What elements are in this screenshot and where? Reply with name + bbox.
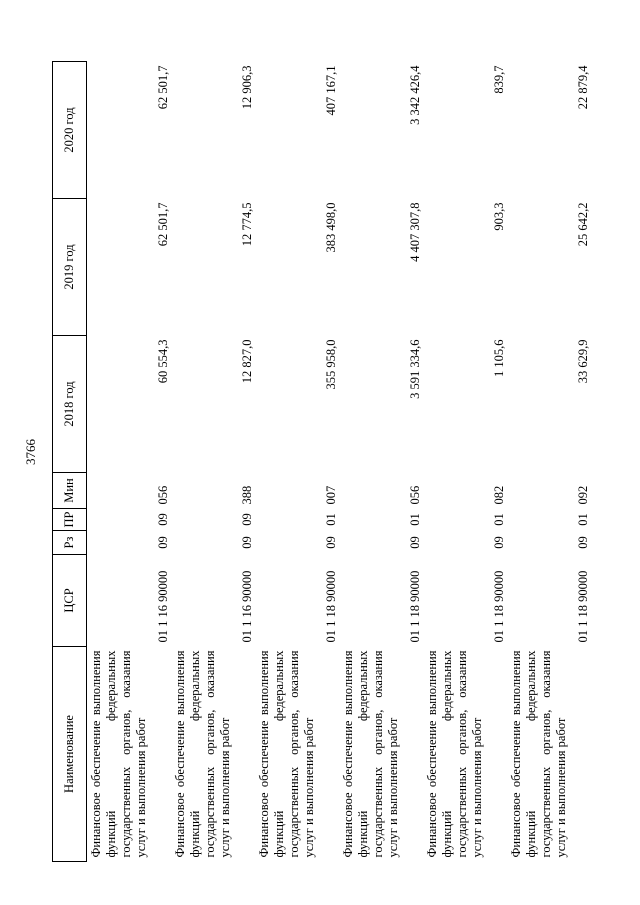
row-pr: 01 bbox=[492, 513, 506, 526]
row-2020: 407 167,1 bbox=[324, 65, 338, 116]
header-csr: ЦСР bbox=[53, 555, 87, 647]
table-row bbox=[507, 62, 591, 862]
row-csr: 01 1 16 90000 bbox=[240, 570, 254, 643]
header-2019: 2019 год bbox=[53, 199, 87, 336]
row-pr: 09 bbox=[156, 513, 170, 526]
row-name: Финансовое обеспечение выполнения функций федеральных государственных органов, оказания услуг и выполнения работ bbox=[425, 650, 484, 858]
row-csr: 01 1 18 90000 bbox=[576, 570, 590, 643]
row-2019: 25 642,2 bbox=[576, 202, 590, 247]
rotated-page bbox=[52, 62, 617, 862]
row-min: 082 bbox=[492, 485, 506, 505]
table-row bbox=[339, 62, 423, 862]
row-name: Финансовое обеспечение выполнения функций федеральных государственных органов, оказания услуг и выполнения работ bbox=[341, 650, 400, 858]
row-2020: 62 501,7 bbox=[156, 65, 170, 110]
row-rz: 09 bbox=[576, 536, 590, 549]
row-2019: 903,3 bbox=[492, 202, 506, 231]
row-min: 007 bbox=[324, 485, 338, 505]
header-2020: 2020 год bbox=[53, 62, 87, 199]
table-row bbox=[255, 62, 339, 862]
row-min: 388 bbox=[240, 485, 254, 505]
header-name: Наименование bbox=[53, 647, 87, 862]
row-name: Финансовое обеспечение выполнения функций федеральных государственных органов, оказания услуг и выполнения работ bbox=[509, 650, 568, 858]
row-2019: 4 407 307,8 bbox=[408, 202, 422, 262]
row-rz: 09 bbox=[408, 536, 422, 549]
table-row bbox=[87, 62, 172, 862]
row-2018: 60 554,3 bbox=[156, 339, 170, 384]
row-rz: 09 bbox=[324, 536, 338, 549]
table-row bbox=[171, 62, 255, 862]
row-2020: 3 342 426,4 bbox=[408, 65, 422, 125]
page-number: 3766 bbox=[23, 439, 38, 465]
row-pr: 01 bbox=[324, 513, 338, 526]
row-2018: 12 827,0 bbox=[240, 339, 254, 384]
row-2020: 839,7 bbox=[492, 65, 506, 94]
header-pr: ПР bbox=[53, 509, 87, 531]
header-2018: 2018 год bbox=[53, 336, 87, 473]
row-rz: 09 bbox=[240, 536, 254, 549]
budget-table bbox=[52, 61, 591, 862]
row-name: Финансовое обеспечение выполнения функций федеральных государственных органов, оказания услуг и выполнения работ bbox=[173, 650, 232, 858]
row-pr: 01 bbox=[576, 513, 590, 526]
row-min: 056 bbox=[156, 485, 170, 505]
header-min: Мин bbox=[53, 473, 87, 509]
row-2019: 12 774,5 bbox=[240, 202, 254, 247]
row-csr: 01 1 16 90000 bbox=[156, 570, 170, 643]
row-2018: 1 105,6 bbox=[492, 339, 506, 377]
table-row bbox=[423, 62, 507, 862]
row-2019: 62 501,7 bbox=[156, 202, 170, 247]
row-csr: 01 1 18 90000 bbox=[324, 570, 338, 643]
row-2020: 12 906,3 bbox=[240, 65, 254, 110]
row-pr: 09 bbox=[240, 513, 254, 526]
row-pr: 01 bbox=[408, 513, 422, 526]
row-rz: 09 bbox=[492, 536, 506, 549]
row-min: 092 bbox=[576, 485, 590, 505]
header-rz: Рз bbox=[53, 531, 87, 555]
row-rz: 09 bbox=[156, 536, 170, 549]
table-header-row bbox=[53, 62, 87, 862]
row-2018: 33 629,9 bbox=[576, 339, 590, 384]
row-2020: 22 879,4 bbox=[576, 65, 590, 110]
row-2019: 383 498,0 bbox=[324, 202, 338, 253]
row-name: Финансовое обеспечение выполнения функций федеральных государственных органов, оказания услуг и выполнения работ bbox=[257, 650, 316, 858]
row-2018: 3 591 334,6 bbox=[408, 339, 422, 399]
row-csr: 01 1 18 90000 bbox=[492, 570, 506, 643]
row-name: Финансовое обеспечение выполнения функций федеральных государственных органов, оказания услуг и выполнения работ bbox=[89, 650, 148, 858]
row-2018: 355 958,0 bbox=[324, 339, 338, 390]
row-min: 056 bbox=[408, 485, 422, 505]
row-csr: 01 1 18 90000 bbox=[408, 570, 422, 643]
